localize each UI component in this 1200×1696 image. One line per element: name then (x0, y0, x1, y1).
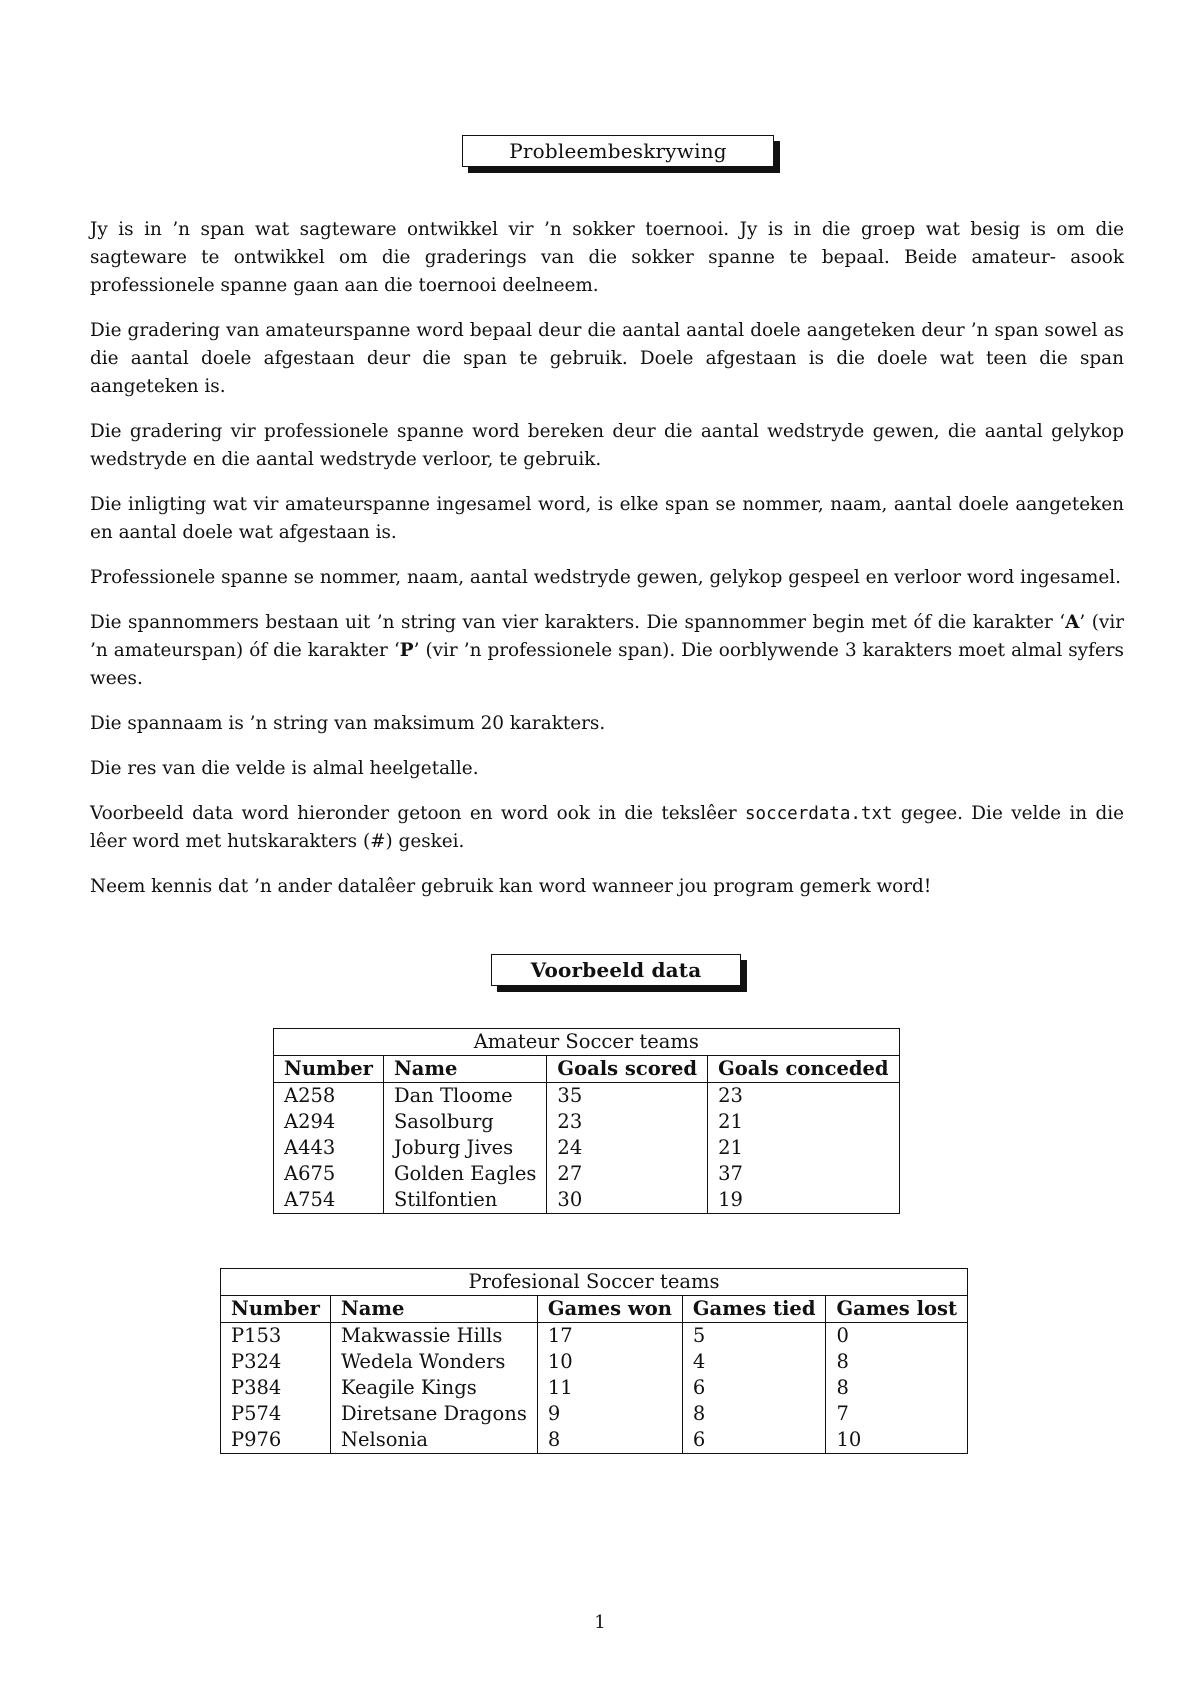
text-span: Die spannommers bestaan uit ’n string van vier karakters. Die spannommer begin met óf die karakter ‘ (90, 612, 1066, 633)
table-caption: Profesional Soccer teams (221, 1269, 968, 1296)
table-row (274, 1083, 900, 1110)
table-cell: 5 (682, 1323, 826, 1350)
table-cell: 4 (682, 1349, 826, 1375)
table-cell: A258 (274, 1083, 384, 1110)
paragraph-professional-info: Professionele spanne se nommer, naam, aantal wedstryde gewen, gelykop gespeel en verloor word ingesamel. (90, 567, 1121, 588)
table-cell: 27 (547, 1161, 708, 1187)
text-span: ’ (vir ’n professionele span). Die oorblywende 3 karakters moet almal syfers wees. (90, 640, 1124, 689)
table-cell: 0 (826, 1323, 968, 1350)
table-cell: 11 (537, 1375, 682, 1401)
table-row (221, 1427, 968, 1454)
paragraph-intro: Jy is in ’n span wat sagteware ontwikkel vir ’n sokker toernooi. Jy is in die groep wat besig is om die sagteware te ontwikkel om die graderings van die sokker spanne te bepaal. Beide amateur- asook professionele spanne gaan aan die toernooi deelneem. (90, 219, 1124, 296)
table-caption: Amateur Soccer teams (274, 1029, 900, 1056)
section-title-example: Voorbeeld data (491, 954, 741, 986)
professional-teams-table (220, 1268, 968, 1454)
table-cell: 8 (826, 1375, 968, 1401)
amateur-teams-table (273, 1028, 900, 1214)
paragraph-other-fields: Die res van die velde is almal heelgetalle. (90, 758, 479, 779)
table-cell: Sasolburg (383, 1109, 546, 1135)
table-cell: Diretsane Dragons (330, 1401, 537, 1427)
table-row (221, 1323, 968, 1350)
table-cell: 7 (826, 1401, 968, 1427)
column-header: Name (383, 1056, 546, 1083)
table-cell: P574 (221, 1401, 331, 1427)
table-cell: Golden Eagles (383, 1161, 546, 1187)
table-cell: 10 (537, 1349, 682, 1375)
table-row (221, 1375, 968, 1401)
text-span: gegee. Die velde in die lêer word met hutskarakters (#) geskei. (90, 803, 1125, 852)
table-cell: 35 (547, 1083, 708, 1110)
char-p: P (399, 640, 414, 661)
table-row (274, 1161, 900, 1187)
table-cell: 19 (708, 1187, 899, 1214)
table-cell: P324 (221, 1349, 331, 1375)
table-cell: P384 (221, 1375, 331, 1401)
table-cell: 17 (537, 1323, 682, 1350)
table-row (274, 1109, 900, 1135)
table-cell: 10 (826, 1427, 968, 1454)
filename: soccerdata.txt (745, 804, 893, 824)
table-cell: 6 (682, 1427, 826, 1454)
table-row (274, 1187, 900, 1214)
problem-description (90, 216, 1124, 918)
table-cell: A294 (274, 1109, 384, 1135)
table-cell: 8 (826, 1349, 968, 1375)
char-a: A (1065, 612, 1080, 633)
table-cell: 30 (547, 1187, 708, 1214)
table-cell: A443 (274, 1135, 384, 1161)
column-header: Games won (537, 1296, 682, 1323)
table-cell: 37 (708, 1161, 899, 1187)
table-cell: Nelsonia (330, 1427, 537, 1454)
table-row (221, 1401, 968, 1427)
table-cell: Wedela Wonders (330, 1349, 537, 1375)
section-title-problem: Probleembeskrywing (462, 135, 774, 167)
column-header: Number (221, 1296, 331, 1323)
table-cell: Joburg Jives (383, 1135, 546, 1161)
table-row (221, 1349, 968, 1375)
paragraph-note: Neem kennis dat ’n ander datalêer gebruik kan word wanneer jou program gemerk word! (90, 876, 932, 897)
paragraph-professional-grading: Die gradering vir professionele spanne word bereken deur die aantal wedstryde gewen, die aantal gelykop wedstryde en die aantal wedstryde verloor, te gebruik. (90, 421, 1124, 470)
column-header: Games lost (826, 1296, 968, 1323)
table-cell: 21 (708, 1109, 899, 1135)
text-span: Voorbeeld data word hieronder getoon en word ook in die tekslêer (90, 803, 746, 824)
table-cell: 23 (708, 1083, 899, 1110)
table-cell: 8 (537, 1427, 682, 1454)
table-cell: P153 (221, 1323, 331, 1350)
table-cell: 6 (682, 1375, 826, 1401)
paragraph-amateur-info: Die inligting wat vir amateurspanne ingesamel word, is elke span se nommer, naam, aantal doele aangeteken en aantal doele wat afgestaan is. (90, 494, 1124, 543)
table-cell: 23 (547, 1109, 708, 1135)
table-cell: 24 (547, 1135, 708, 1161)
table-cell: P976 (221, 1427, 331, 1454)
table-cell: Makwassie Hills (330, 1323, 537, 1350)
column-header: Games tied (682, 1296, 826, 1323)
table-cell: Stilfontien (383, 1187, 546, 1214)
column-header: Goals conceded (708, 1056, 899, 1083)
paragraph-example-file (90, 800, 1124, 856)
column-header: Goals scored (547, 1056, 708, 1083)
column-header: Name (330, 1296, 537, 1323)
table-cell: 8 (682, 1401, 826, 1427)
table-cell: 21 (708, 1135, 899, 1161)
table-row (274, 1135, 900, 1161)
page-number: 1 (594, 1612, 606, 1633)
paragraph-team-name: Die spannaam is ’n string van maksimum 20 karakters. (90, 713, 606, 734)
table-cell: Keagile Kings (330, 1375, 537, 1401)
table-cell: A675 (274, 1161, 384, 1187)
column-header: Number (274, 1056, 384, 1083)
paragraph-team-numbers (90, 609, 1124, 693)
table-cell: A754 (274, 1187, 384, 1214)
paragraph-amateur-grading: Die gradering van amateurspanne word bepaal deur die aantal aantal doele aangeteken deur ’n span sowel as die aantal doele afgestaan deur die span te gebruik. Doele afgestaan is die doele wat teen die span aangeteken is. (90, 320, 1124, 397)
table-cell: 9 (537, 1401, 682, 1427)
text-span: ’ (vir ’n amateurspan) óf die karakter ‘ (90, 612, 1124, 661)
table-cell: Dan Tloome (383, 1083, 546, 1110)
